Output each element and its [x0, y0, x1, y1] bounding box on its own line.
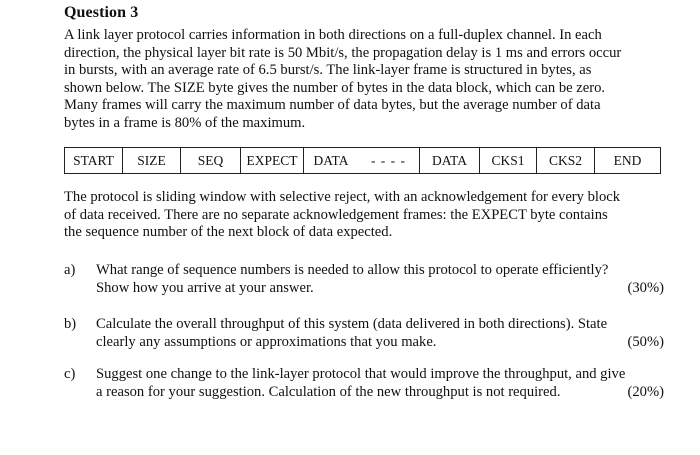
part-text — [96, 316, 656, 351]
part-marks: (20%) — [627, 383, 664, 400]
intro-line: in bursts, with an average rate of 6.5 burst/s. The link-layer frame is structured in bytes, as — [64, 62, 592, 78]
frame-field-data-last: DATA — [420, 148, 480, 173]
part-line: a reason for your suggestion. Calculation of the new throughput is not required. — [96, 383, 561, 400]
part-line: Calculate the overall throughput of this system (data delivered in both directions). State — [96, 316, 608, 332]
frame-field-seq: SEQ — [181, 148, 241, 173]
intro-line: shown below. The SIZE byte gives the number of bytes in the data block, which can be zero. — [64, 79, 606, 96]
intro-line: Many frames will carry the maximum number of data bytes, but the average number of data — [64, 97, 601, 113]
part-text — [96, 366, 656, 401]
intro-line: A link layer protocol carries information in both directions on a full-duplex channel. In each — [64, 27, 602, 43]
part-label: c) — [64, 366, 76, 382]
part-line: Show how you arrive at your answer. — [96, 279, 314, 296]
part-text — [96, 262, 656, 297]
part-line: clearly any assumptions or approximations that you make. — [96, 333, 437, 350]
frame-field-start: START — [65, 148, 123, 173]
frame-field-cks2: CKS2 — [537, 148, 595, 173]
frame-field-data-first: DATA — [313, 152, 349, 168]
part-line: What range of sequence numbers is needed to allow this protocol to operate efficiently? — [96, 262, 609, 278]
frame-field-expect: EXPECT — [241, 148, 304, 173]
part-marks: (50%) — [627, 333, 664, 350]
part-label: b) — [64, 316, 77, 332]
protocol-line: The protocol is sliding window with selective reject, with an acknowledgement for every block — [64, 189, 621, 205]
intro-line: bytes in a frame is 80% of the maximum. — [64, 114, 306, 131]
protocol-line: the sequence number of the next block of data expected. — [64, 224, 393, 240]
part-line: Suggest one change to the link-layer protocol that would improve the throughput, and give — [96, 366, 626, 382]
frame-field-ellipsis: - - - - — [358, 148, 420, 173]
frame-field-end: END — [613, 152, 642, 168]
frame-field-cks1: CKS1 — [480, 148, 537, 173]
frame-field-size: SIZE — [123, 148, 181, 173]
intro-line: direction, the physical layer bit rate is 50 Mbit/s, the propagation delay is 1 ms and errors occur — [64, 44, 622, 61]
part-marks: (30%) — [627, 279, 664, 296]
part-label: a) — [64, 262, 76, 278]
frame-structure-table — [64, 147, 661, 174]
question-title: Question 3 — [64, 4, 139, 21]
protocol-paragraph — [64, 189, 664, 242]
intro-paragraph — [64, 27, 664, 132]
protocol-line: of data received. There are no separate acknowledgement frames: the EXPECT byte contains — [64, 206, 608, 223]
